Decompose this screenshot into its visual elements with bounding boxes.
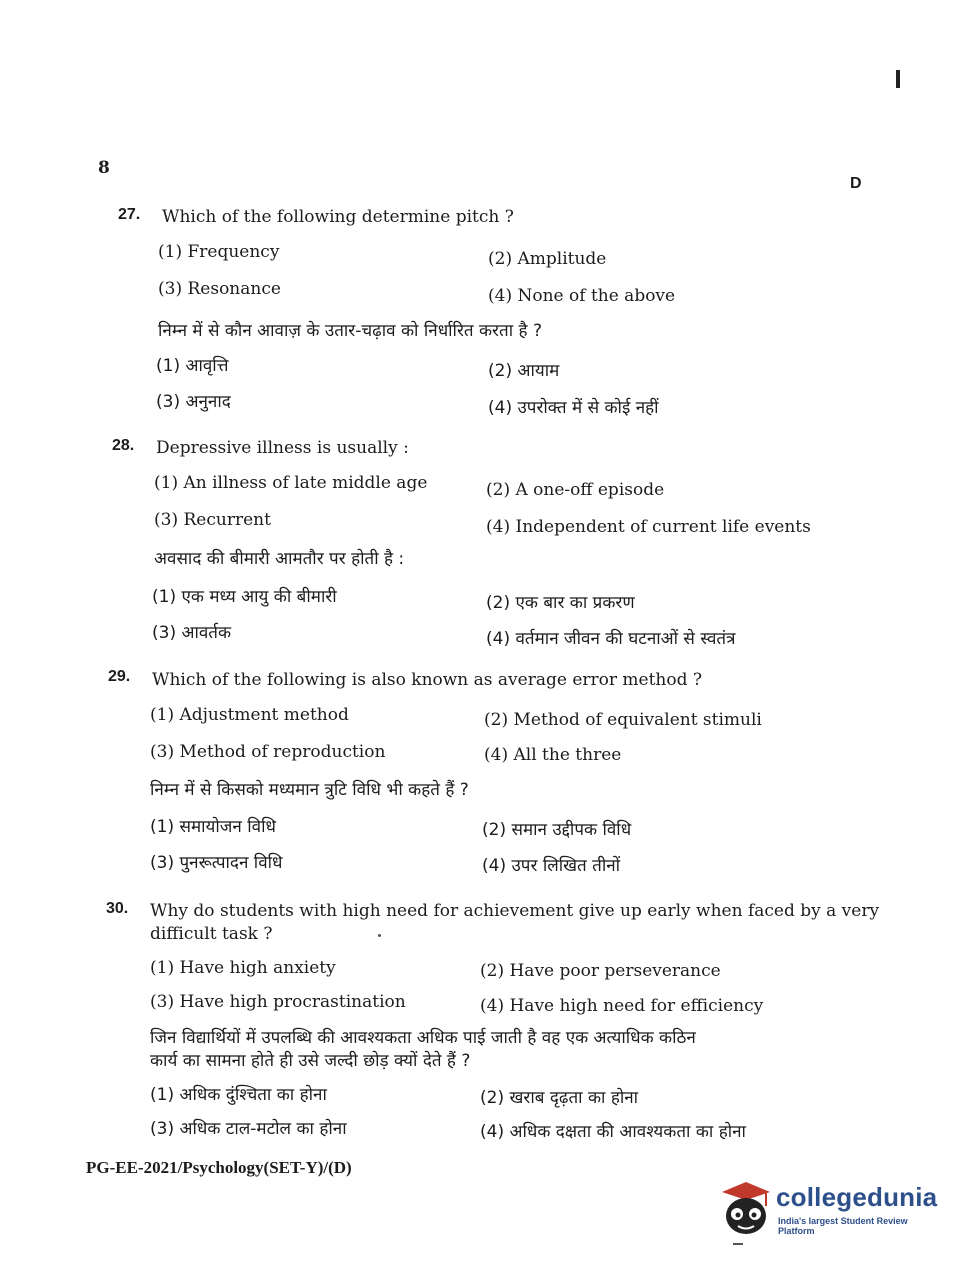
option-en-4: (4) Have high need for efficiency [480, 996, 764, 1016]
brand-name: collegedunia [776, 1182, 938, 1212]
question-number: 30. [106, 900, 129, 917]
option-hi-2: (2) एक बार का प्रकरण [486, 593, 635, 613]
option-en-4: (4) None of the above [488, 286, 676, 306]
option-en-1: (1) An illness of late middle age [154, 473, 428, 493]
corner-scan-mark [896, 70, 900, 88]
scan-dash [733, 1243, 743, 1245]
option-hi-1: (1) आवृत्ति [156, 356, 229, 376]
option-hi-3: (3) अनुनाद [156, 392, 231, 412]
question-text-en: Which of the following is also known as average error method ? [152, 670, 703, 690]
option-en-1: (1) Have high anxiety [150, 958, 336, 978]
brand-tagline: India's largest Student Review Platform [778, 1216, 908, 1236]
question-text-hi-line1: जिन विद्यार्थियों में उपलब्धि की आवश्यकता अधिक पाई जाती है वह एक अत्याधिक कठिन [150, 1028, 696, 1048]
question-text-hi: अवसाद की बीमारी आमतौर पर होती है : [154, 549, 405, 569]
option-hi-2: (2) खराब दृढ़ता का होना [480, 1088, 639, 1108]
option-en-1: (1) Frequency [158, 242, 280, 262]
question-number: 28. [112, 437, 135, 454]
question-number: 27. [118, 206, 141, 223]
option-en-3: (3) Method of reproduction [150, 742, 386, 762]
question-number: 29. [108, 668, 131, 685]
question-text-en-line1: Why do students with high need for achievement give up early when faced by a very [150, 901, 880, 921]
scan-dot [378, 934, 381, 937]
question-text-hi: निम्न में से कौन आवाज़ के उतार-चढ़ाव को निर्धारित करता है ? [158, 321, 542, 341]
option-en-4: (4) All the three [484, 745, 622, 765]
option-hi-1: (1) अधिक दुंश्चिता का होना [150, 1085, 327, 1105]
page-number: 8 [98, 158, 110, 178]
set-letter: D [850, 175, 862, 192]
option-en-3: (3) Recurrent [154, 510, 271, 530]
option-hi-4: (4) उपरोक्त में से कोई नहीं [488, 398, 659, 418]
option-en-3: (3) Have high procrastination [150, 992, 406, 1012]
collegedunia-watermark [716, 1178, 946, 1248]
option-en-1: (1) Adjustment method [150, 705, 349, 725]
option-hi-2: (2) आयाम [488, 361, 560, 381]
question-text-en: Which of the following determine pitch ? [162, 207, 514, 227]
question-text-hi-line2: कार्य का सामना होते ही उसे जल्दी छोड़ क्यों देते हैं ? [150, 1051, 471, 1071]
option-en-2: (2) Amplitude [488, 249, 607, 269]
option-en-3: (3) Resonance [158, 279, 281, 299]
footer-code: PG-EE-2021/Psychology(SET-Y)/(D) [86, 1158, 352, 1177]
option-hi-4: (4) अधिक दक्षता की आवश्यकता का होना [480, 1122, 746, 1142]
option-en-2: (2) A one-off episode [486, 480, 665, 500]
question-text-en-line2: difficult task ? [150, 924, 273, 944]
mascot-logo-icon [716, 1178, 774, 1238]
option-hi-1: (1) समायोजन विधि [150, 817, 276, 837]
option-hi-3: (3) पुनरूत्पादन विधि [150, 853, 283, 873]
question-text-en: Depressive illness is usually : [156, 438, 409, 458]
option-hi-2: (2) समान उद्दीपक विधि [482, 820, 632, 840]
option-hi-4: (4) वर्तमान जीवन की घटनाओं से स्वतंत्र [486, 629, 736, 649]
option-hi-3: (3) आवर्तक [152, 623, 232, 643]
option-en-2: (2) Have poor perseverance [480, 961, 721, 981]
question-text-hi: निम्न में से किसको मध्यमान त्रुटि विधि भी कहते हैं ? [150, 780, 469, 800]
option-en-4: (4) Independent of current life events [486, 517, 811, 537]
option-hi-4: (4) उपर लिखित तीनों [482, 856, 621, 876]
option-hi-1: (1) एक मध्य आयु की बीमारी [152, 587, 337, 607]
option-en-2: (2) Method of equivalent stimuli [484, 710, 762, 730]
option-hi-3: (3) अधिक टाल-मटोल का होना [150, 1119, 347, 1139]
